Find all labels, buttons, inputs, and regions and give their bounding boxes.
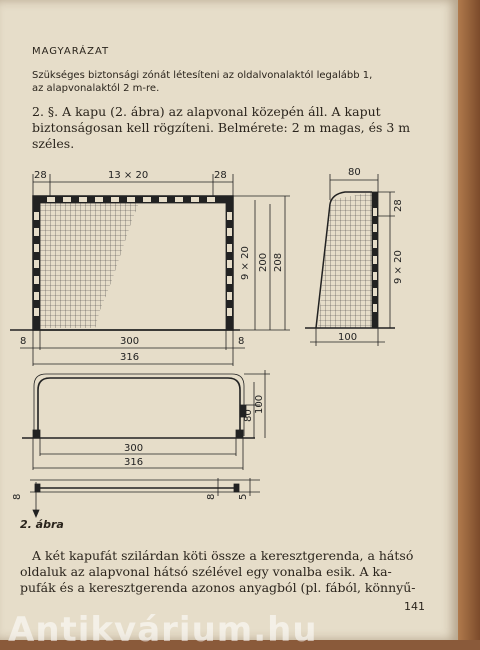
closing-line-2: oldaluk az alapvonal hátsó szélével egy vonalba esik. A ka-: [20, 564, 392, 579]
figure-caption: 2. ábra: [20, 518, 64, 531]
plan-dim-8-mid: 8: [206, 493, 217, 500]
plan-dim-5: 5: [238, 493, 249, 500]
top-left-post: [33, 430, 40, 438]
dim-bottom-316: 316: [120, 352, 140, 363]
paragraph-line-1: 2. §. A kapu (2. ábra) az alapvonal közepén áll. A kaput: [32, 104, 381, 119]
side-dim-bottom: 100: [338, 332, 358, 343]
intro-line-2: az alapvonalaktól 2 m-re.: [32, 83, 160, 94]
top-dim-316: 316: [124, 457, 144, 468]
top-dim-300: 300: [124, 443, 144, 454]
side-dim-9x20: 9 × 20: [393, 250, 404, 284]
dim-bottom-8-right: 8: [238, 336, 245, 347]
dim-top-left: 28: [34, 170, 47, 181]
dim-bottom-8-left: 8: [20, 336, 27, 347]
dim-right-9x20: 9 × 20: [240, 246, 251, 280]
watermark: Antikvárium.hu: [8, 610, 318, 650]
front-net: [40, 198, 140, 328]
top-dim-80: 80: [243, 409, 254, 422]
page-number: 141: [404, 600, 425, 613]
dim-bottom-300: 300: [120, 336, 140, 347]
dim-top-mid: 13 × 20: [108, 170, 149, 181]
page-edge: [458, 0, 480, 640]
goal-diagram: [0, 160, 458, 520]
top-dim-100: 100: [254, 394, 265, 414]
top-view-frame: [38, 378, 240, 436]
plan-dim-8-left: 8: [12, 493, 23, 500]
closing-line-3: pufák és a keresztgerenda azonos anyagból (pl. fából, könnyű-: [20, 580, 416, 595]
side-dim-top: 80: [348, 167, 361, 178]
section-header: MAGYARÁZAT: [32, 46, 110, 57]
intro-line-1: Szükséges biztonsági zónát létesíteni az oldalvonalaktól legalább 1,: [32, 70, 373, 81]
top-right-post: [236, 430, 243, 438]
side-dim-28: 28: [393, 199, 404, 212]
dim-right-200: 200: [258, 252, 269, 272]
dim-right-208: 208: [273, 252, 284, 272]
paragraph-line-3: széles.: [32, 136, 75, 151]
side-net: [318, 192, 372, 328]
closing-line-1: A két kapufát szilárdan köti össze a keresztgerenda, a hátsó: [32, 548, 414, 563]
dim-top-right: 28: [214, 170, 227, 181]
paragraph-line-2: biztonságosan kell rögzíteni. Belmérete: 2 m magas, és 3 m: [32, 120, 411, 135]
